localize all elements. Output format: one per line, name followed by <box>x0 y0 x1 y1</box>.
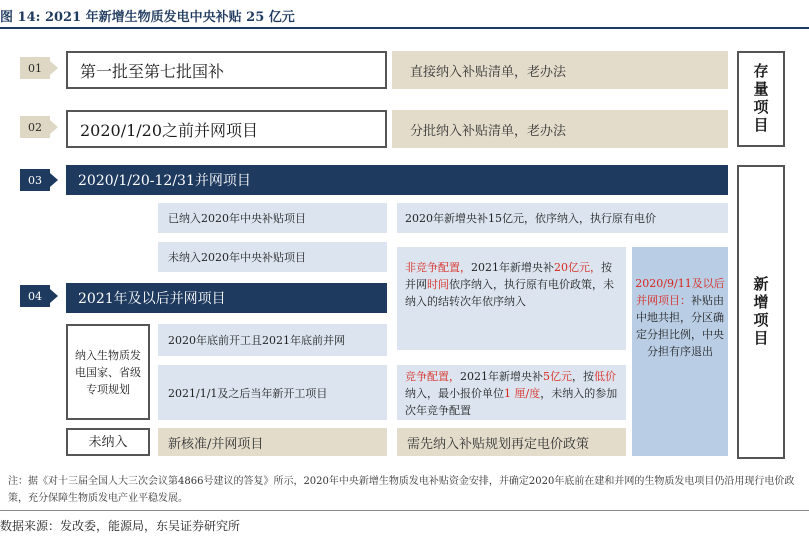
compete-text-3: 纳入，最小报价单位 <box>405 387 504 400</box>
row3-included-policy-box <box>397 203 728 233</box>
compete-box <box>397 365 626 420</box>
row4-sub-b-box <box>158 365 387 420</box>
row4-main-bar <box>66 283 387 313</box>
new-projects-policy-box <box>397 428 626 456</box>
row2-policy-box <box>392 110 728 148</box>
post-2020-box <box>632 247 728 456</box>
footnote: 注：据《对十三届全国人大三次会议第4866号建议的答复》所示，2020年中央新增生物质发电补贴资金安排，并确定2020年底前在建和并网的生物质发电项目仍沿用现行电价政策，充分保障生物质发电产业平稳发展。 <box>8 476 795 504</box>
row4-sub-b-label: 2021/1/1及之后当年新开工项目 <box>168 386 328 400</box>
compete-text-2: ，按 <box>572 370 594 383</box>
title-divider <box>0 27 809 29</box>
planning-label-box <box>66 324 150 420</box>
non-compete-text-2: 按并网 <box>405 261 612 291</box>
compete-red-2: 5亿元 <box>543 370 572 383</box>
non-compete-box <box>397 247 626 350</box>
row2-main-label: 2020/1/20之前并网项目 <box>80 120 259 140</box>
row3-not-included-box <box>158 242 387 272</box>
stock-projects-label: 存量项目 <box>751 63 770 135</box>
compete-red-4: 1 厘/度 <box>504 387 541 400</box>
non-compete-text-1: 2021年新增央补 <box>471 261 554 274</box>
figure-title: 图 14: 2021 年新增生物质发电中央补贴 25 亿元 <box>0 10 295 25</box>
compete-red-3: 低价 <box>594 370 616 383</box>
post-2020-text: 补贴由中地共担，分区确定分担比例，中央分担有序退出 <box>636 294 724 358</box>
non-compete-red-2: 20亿 <box>554 261 579 274</box>
marker-01 <box>20 57 50 79</box>
marker-04 <box>20 285 50 307</box>
data-source: 数据来源：发改委，能源局，东吴证券研究所 <box>0 519 241 533</box>
new-projects-row-box <box>158 428 387 456</box>
row3-included-box <box>158 203 387 233</box>
marker-04-label: 04 <box>28 289 42 303</box>
post-2020-red: 2020/9/11及以后并网项目： <box>635 277 725 307</box>
not-included-label: 未纳入 <box>88 434 128 450</box>
planning-label: 纳入生物质发电国家、省级专项规划 <box>75 348 141 396</box>
row3-main-bar <box>66 165 728 195</box>
bottom-divider <box>0 510 809 511</box>
new-projects-box <box>737 165 785 459</box>
compete-red-1: 竞争配置， <box>405 370 460 383</box>
marker-02 <box>20 116 50 138</box>
marker-03-label: 03 <box>28 173 42 187</box>
row4-main-label: 2021年及以后并网项目 <box>78 291 226 307</box>
row3-included-policy-label: 2020年新增央补15亿元，依序纳入，执行原有电价 <box>405 212 656 225</box>
row4-sub-a-box <box>158 324 387 356</box>
new-projects-policy-label: 需先纳入补贴规划再定电价政策 <box>407 436 590 452</box>
row4-sub-a-label: 2020年底前开工且2021年底前并网 <box>168 334 345 347</box>
row2-policy-label: 分批纳入补贴清单，老办法 <box>410 123 567 139</box>
row1-main-label: 第一批至第七批国补 <box>80 61 225 81</box>
row3-included-label: 已纳入2020年中央补贴项目 <box>168 212 306 225</box>
row3-not-included-label: 未纳入2020年中央补贴项目 <box>168 251 306 264</box>
non-compete-red-4: 时间 <box>427 278 449 291</box>
compete-text-4: ，未纳入的参加次年竞争配置 <box>405 387 618 417</box>
row2-main-box <box>66 110 387 148</box>
row3-main-label: 2020/1/20-12/31并网项目 <box>78 173 251 189</box>
new-projects-label: 新增项目 <box>751 276 770 348</box>
row1-main-box <box>66 51 387 89</box>
marker-01-label: 01 <box>28 61 42 75</box>
marker-02-label: 02 <box>28 120 42 134</box>
marker-03 <box>20 169 50 191</box>
row1-policy-box <box>392 51 728 89</box>
not-included-box <box>66 428 150 456</box>
non-compete-red-3: 元， <box>579 261 601 274</box>
non-compete-red-1: 非竞争配置， <box>405 261 471 274</box>
row1-policy-label: 直接纳入补贴清单，老办法 <box>410 64 567 80</box>
compete-text-1: 2021年新增央补 <box>460 370 543 383</box>
new-projects-row-label: 新核准/并网项目 <box>168 436 264 452</box>
non-compete-text-3: 依序纳入，执行原有电价政策，未纳入的结转次年依序纳入 <box>405 278 614 308</box>
stock-projects-box <box>737 51 785 147</box>
